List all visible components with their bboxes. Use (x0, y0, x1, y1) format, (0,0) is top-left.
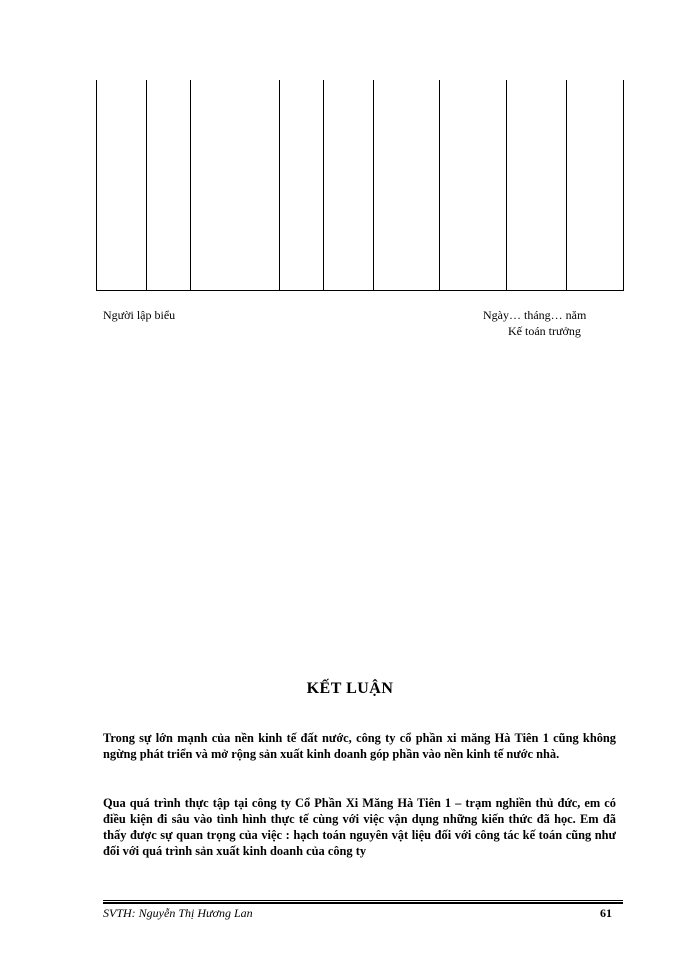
table-column-divider (373, 80, 374, 291)
table-column-divider (190, 80, 191, 291)
table-column-divider (566, 80, 567, 291)
table-column-divider (146, 80, 147, 291)
conclusion-heading: KẾT LUẬN (306, 680, 394, 697)
table-column-divider (439, 80, 440, 291)
footer-student-name: SVTH: Nguyễn Thị Hương Lan (103, 906, 253, 920)
table-column-divider (279, 80, 280, 291)
conclusion-paragraph: Qua quá trình thực tập tại công ty Cổ Phần Xi Măng Hà Tiên 1 – trạm nghiền thủ đức, em có điều kiện đi sâu vào tình hình thực tế cùng với việc vận dụng những kiến thức đã học. Em đã thấy được sự quan trọng của việc : hạch toán nguyên vật liệu đối với công tác kế toán cũng như đối với quá trình sản xuất kinh doanh của công ty (103, 796, 616, 858)
table-column-divider (506, 80, 507, 291)
chief-accountant-label: Kế toán trưởng (508, 324, 581, 338)
table-column-divider (323, 80, 324, 291)
footer-rule (103, 902, 623, 904)
table-frame (96, 80, 624, 291)
footer-rule (103, 900, 623, 901)
page-number: 61 (600, 906, 612, 920)
preparer-label: Người lập biểu (103, 308, 176, 322)
date-line: Ngày… tháng… năm (483, 308, 587, 322)
conclusion-paragraph: Trong sự lớn mạnh của nền kinh tế đất nước, công ty cổ phần xi măng Hà Tiên 1 cũng không ngừng phát triển và mở rộng sản xuất kinh doanh góp phần vào nền kinh tế nước nhà. (103, 731, 616, 761)
